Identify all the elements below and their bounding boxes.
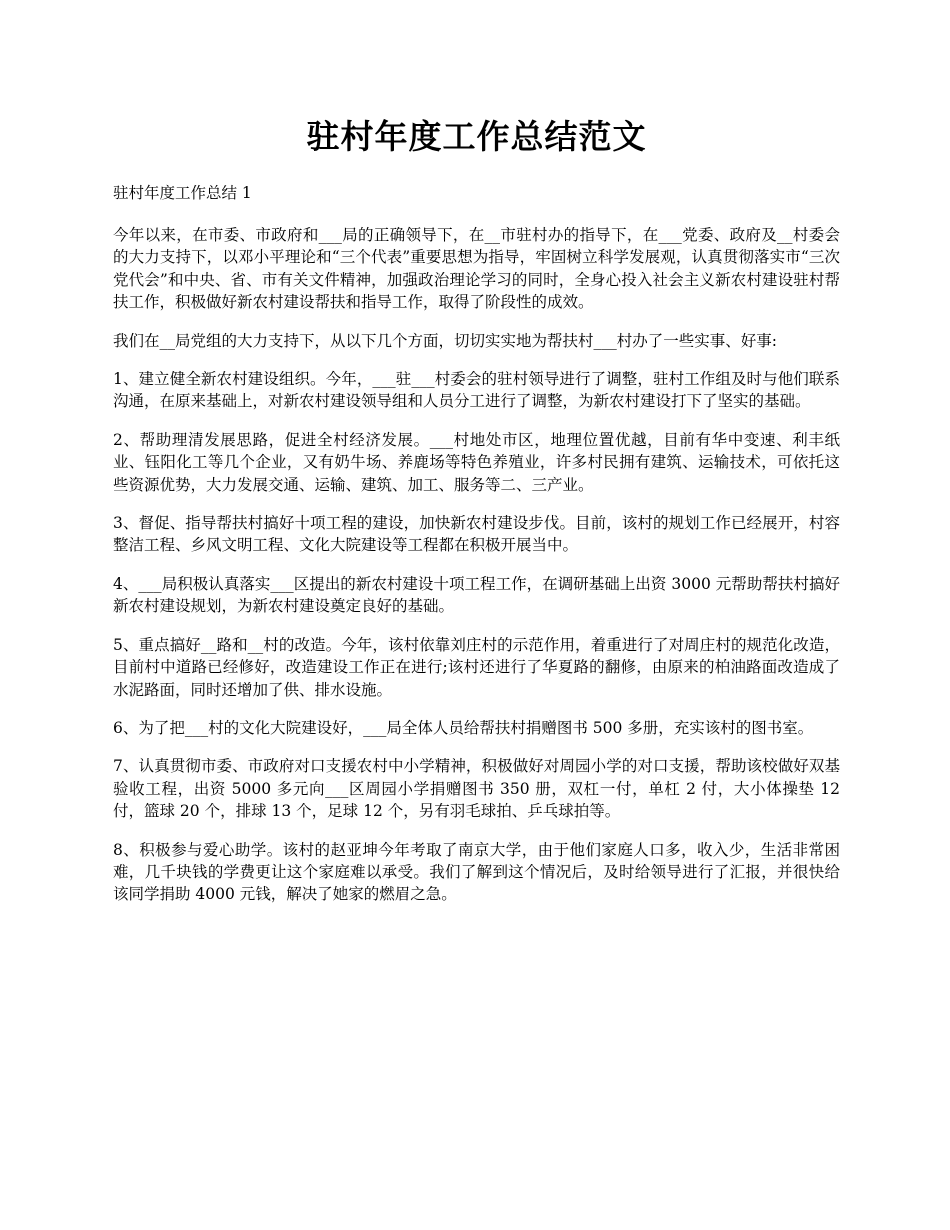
paragraph-item-4: 4、___局积极认真落实___区提出的新农村建设十项工程工作，在调研基础上出资 3000 元帮助帮扶村搞好新农村建设规划，为新农村建设奠定良好的基础。 bbox=[113, 574, 840, 616]
paragraph-item-3: 3、督促、指导帮扶村搞好十项工程的建设，加快新农村建设步伐。目前，该村的规划工作已经展开，村容整洁工程、乡风文明工程、文化大院建设等工程都在积极开展当中。 bbox=[113, 514, 840, 555]
document-page bbox=[113, 112, 840, 922]
document-subtitle: 驻村年度工作总结 1 bbox=[113, 184, 252, 202]
paragraph-item-7: 7、认真贯彻市委、市政府对口支援农村中小学精神，积极做好对周园小学的对口支援，帮助该校做好双基验收工程，出资 5000 多元向___区周园小学捐赠图书 350 册，双杠一付，单杠 2 付，大小体操垫 12 付，篮球 20 个，排球 13 个，足球 12 个，另有羽毛球拍、乒乓球拍等。 bbox=[113, 757, 840, 821]
paragraph-item-2: 2、帮助理清发展思路，促进全村经济发展。___村地处市区，地理位置优越，目前有华中变速、利丰纸业、钰阳化工等几个企业，又有奶牛场、养鹿场等特色养殖业，许多村民拥有建筑、运输技术，可依托这些资源优势，大力发展交通、运输、建筑、加工、服务等二、三产业。 bbox=[113, 430, 840, 494]
paragraph-item-5: 5、重点搞好__路和__村的改造。今年，该村依靠刘庄村的示范作用，着重进行了对周庄村的规范化改造，目前村中道路已经修好，改造建设工作正在进行;该村还进行了华夏路的翻修，由原来的柏油路面改造成了水泥路面，同时还增加了供、排水设施。 bbox=[113, 635, 840, 699]
paragraph-item-8: 8、积极参与爱心助学。该村的赵亚坤今年考取了南京大学，由于他们家庭人口多，收入少，生活非常困难，几千块钱的学费更让这个家庭难以承受。我们了解到这个情况后，及时给领导进行了汇报，并很快给该同学捐助 4000 元钱，解决了她家的燃眉之急。 bbox=[113, 840, 840, 904]
paragraph-intro: 今年以来，在市委、市政府和___局的正确领导下，在__市驻村办的指导下，在___党委、政府及__村委会的大力支持下，以邓小平理论和“三个代表”重要思想为指导，牢固树立科学发展观，认真贯彻落实市“三次党代会”和中央、省、市有关文件精神，加强政治理论学习的同时，全身心投入社会主义新农村建设驻村帮扶工作，积极做好新农村建设帮扶和指导工作，取得了阶段性的成效。 bbox=[113, 226, 840, 312]
paragraph-item-1: 1、建立健全新农村建设组织。今年，___驻___村委会的驻村领导进行了调整，驻村工作组及时与他们联系沟通，在原来基础上，对新农村建设领导组和人员分工进行了调整，为新农村建设打下了坚实的基础。 bbox=[113, 370, 840, 411]
paragraph-item-6: 6、为了把___村的文化大院建设好，___局全体人员给帮扶村捐赠图书 500 多册，充实该村的图书室。 bbox=[113, 718, 814, 737]
paragraph-overview: 我们在__局党组的大力支持下，从以下几个方面，切切实实地为帮扶村___村办了一些实事、好事: bbox=[113, 331, 777, 350]
document-title: 驻村年度工作总结范文 bbox=[306, 117, 647, 156]
